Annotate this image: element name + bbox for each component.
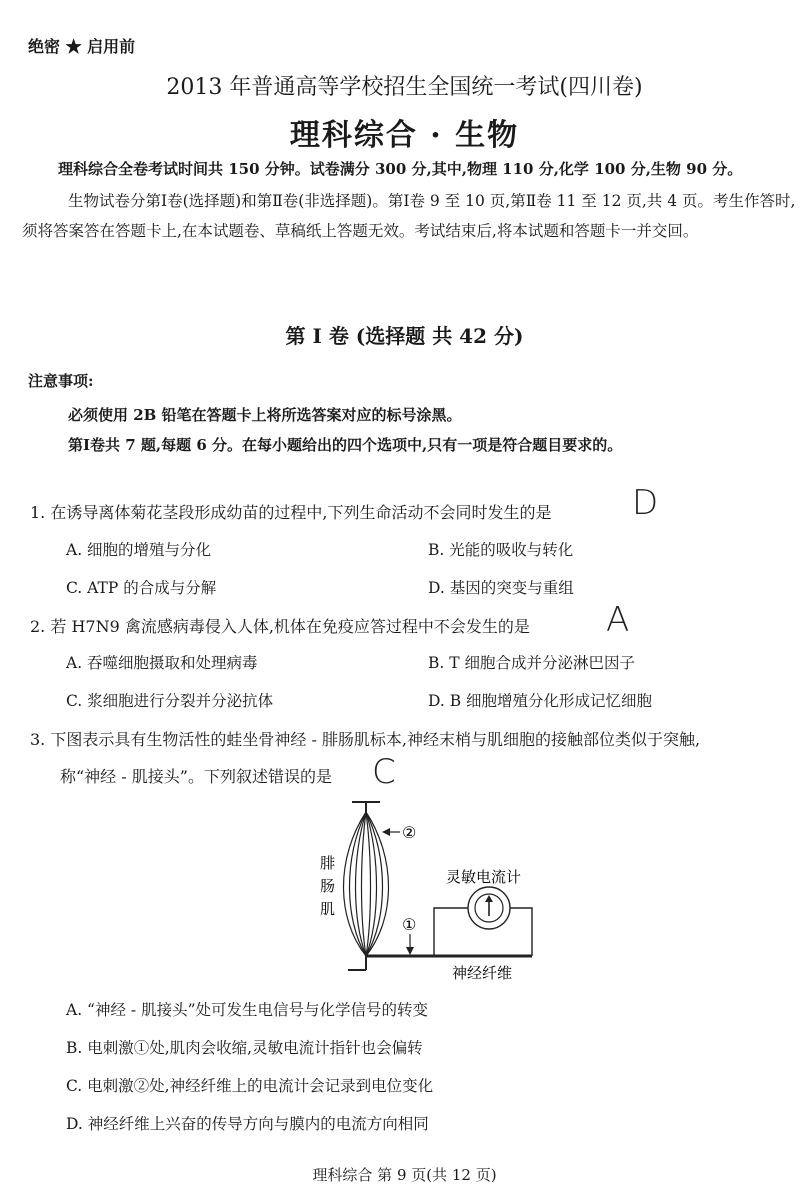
intro-line: 理科综合全卷考试时间共 150 分钟。试卷满分 300 分,其中,物理 110 分,化学 100 分,生物 90 分。 [58,160,743,178]
option-a: A. 吞噬细胞摄取和处理病毒 [66,654,258,672]
notice-item: 必须使用 2B 铅笔在答题卡上将所选答案对应的标号涂黑。 [68,406,462,424]
option-a: A. “神经 - 肌接头”处可发生电信号与化学信号的转变 [66,1001,428,1019]
marker-1: ① [402,915,417,934]
page-footer: 理科综合 第 9 页(共 12 页) [312,1166,497,1184]
handwritten-answer: A [606,600,630,640]
confidential-label: 绝密 ★ 启用前 [28,37,136,56]
question-stem: 2. 若 H7N9 禽流感病毒侵入人体,机体在免疫应答过程中不会发生的是 [30,617,530,636]
option-b: B. 光能的吸收与转化 [428,541,574,559]
intro-paragraph: 生物试卷分第Ⅰ卷(选择题)和第Ⅱ卷(非选择题)。第Ⅰ卷 9 至 10 页,第Ⅱ卷 11 至 12 页,共 4 页。考生作答时,须将答案答在答题卡上,在本试题卷、草稿纸上答题无效。考试结束后,将本试题和答题卡一并交回。 [22,192,796,240]
question-stem-continued: 称“神经 - 肌接头”。下列叙述错误的是 [60,767,332,786]
galvanometer-label: 灵敏电流计 [446,868,522,886]
marker-2: ② [402,823,417,842]
muscle-label: 肌 [320,900,336,918]
option-b: B. 电刺激①处,肌肉会收缩,灵敏电流计指针也会偏转 [66,1039,423,1057]
nerve-fiber-label: 神经纤维 [452,964,513,982]
handwritten-answer: C [372,752,396,792]
nerve-muscle-diagram [300,798,550,984]
notice-item: 第Ⅰ卷共 7 题,每题 6 分。在每小题给出的四个选项中,只有一项是符合题目要求的。 [68,436,623,454]
option-c: C. ATP 的合成与分解 [66,579,217,597]
option-c: C. 电刺激②处,神经纤维上的电流计会记录到电位变化 [66,1077,434,1095]
gastrocnemius-muscle [344,812,389,956]
muscle-label: 腓 [320,854,336,872]
question-stem: 3. 下图表示具有生物活性的蛙坐骨神经 - 腓肠肌标本,神经末梢与肌细胞的接触部位类似于突触, [30,730,701,749]
option-b: B. T 细胞合成并分泌淋巴因子 [428,654,636,672]
muscle-label: 肠 [320,877,336,895]
option-d: D. 神经纤维上兴奋的传导方向与膜内的电流方向相同 [66,1115,429,1133]
notice-heading: 注意事项: [28,372,94,390]
question-stem: 1. 在诱导离体菊花茎段形成幼苗的过程中,下列生命活动不会同时发生的是 [30,503,552,522]
option-d: D. 基因的突变与重组 [428,579,574,597]
subject-title: 理科综合 · 生物 [289,118,520,153]
option-d: D. B 细胞增殖分化形成记忆细胞 [428,692,653,710]
option-a: A. 细胞的增殖与分化 [66,541,212,559]
handwritten-answer: D [632,483,659,523]
exam-title: 2013 年普通高等学校招生全国统一考试(四川卷) [166,75,643,100]
section-title: 第 Ⅰ 卷 (选择题 共 42 分) [285,324,524,348]
option-c: C. 浆细胞进行分裂并分泌抗体 [66,692,274,710]
